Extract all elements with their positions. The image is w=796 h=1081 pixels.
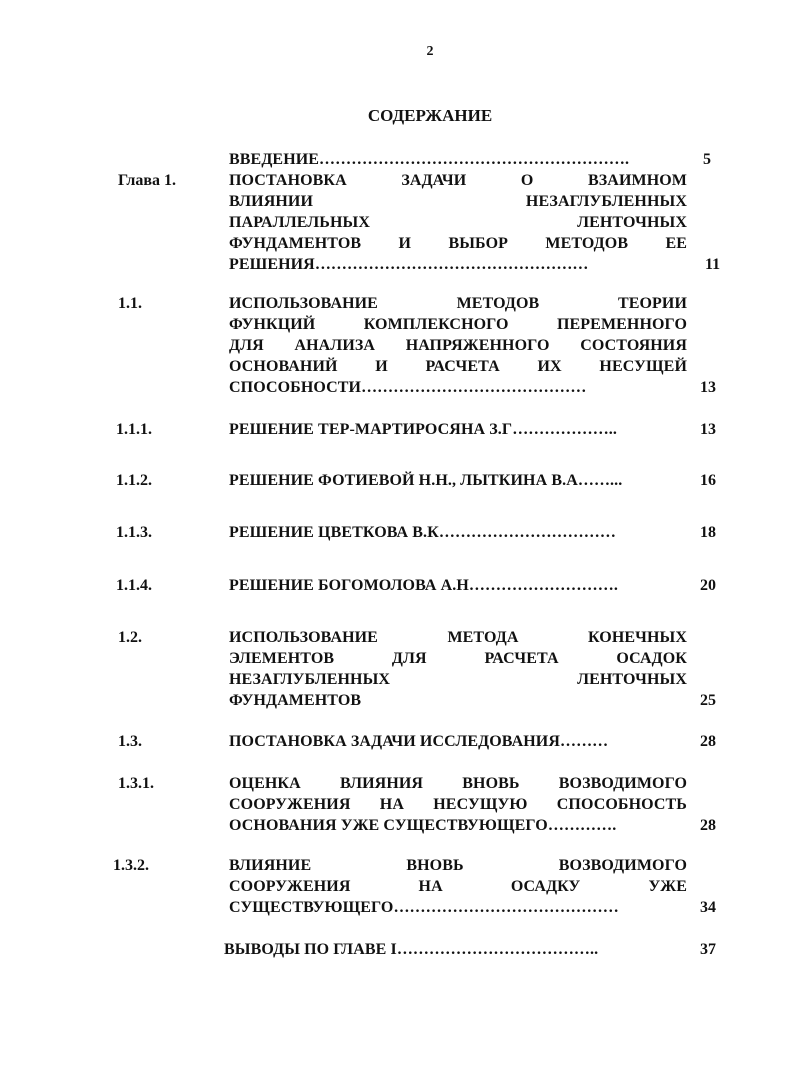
toc-entry-page-number: 13 bbox=[700, 421, 716, 438]
toc-entry-page-number: 34 bbox=[700, 899, 716, 916]
toc-entry-title bbox=[224, 939, 682, 960]
toc-entry-title-line: ПОСТАНОВКА ЗАДАЧИ ИССЛЕДОВАНИЯ……… bbox=[229, 733, 609, 750]
toc-entry-number: 1.1.3. bbox=[116, 524, 152, 541]
toc-entry-number: 1.1.2. bbox=[116, 472, 152, 489]
toc-entry-title-line: ВЫВОДЫ ПО ГЛАВЕ I……………………………….. bbox=[224, 941, 599, 958]
toc-entry-title-line: СПОСОБНОСТИ…………………………………… bbox=[229, 379, 587, 396]
page-number: 2 bbox=[426, 44, 434, 59]
toc-entry-number: 1.3. bbox=[118, 733, 142, 750]
toc-entry-title bbox=[229, 470, 687, 491]
toc-entry-title bbox=[229, 731, 687, 752]
toc-entry-number: 1.1. bbox=[118, 295, 142, 312]
toc-entry-title bbox=[229, 419, 687, 440]
toc-entry-title-line: ФУНКЦИЙ КОМПЛЕКСНОГО ПЕРЕМЕННОГО bbox=[229, 316, 687, 333]
toc-entry-title bbox=[229, 522, 687, 543]
toc-entry-title-line: РЕШЕНИЕ БОГОМОЛОВА А.Н………………………. bbox=[229, 577, 618, 594]
toc-entry-page-number: 37 bbox=[700, 941, 716, 958]
toc-entry-number: 1.3.1. bbox=[118, 775, 154, 792]
toc-entry-title-line: ОСНОВАНИЯ УЖЕ СУЩЕСТВУЮЩЕГО…………. bbox=[229, 817, 617, 834]
toc-entry-number: 1.3.2. bbox=[113, 857, 149, 874]
toc-entry-number: Глава 1. bbox=[118, 172, 176, 189]
toc-entry-title bbox=[229, 773, 687, 836]
toc-entry-title-line: СООРУЖЕНИЯ НА ОСАДКУ УЖЕ bbox=[229, 878, 687, 895]
toc-entry-title-line: ПОСТАНОВКА ЗАДАЧИ О ВЗАИМНОМ bbox=[229, 172, 687, 189]
toc-entry-page-number: 28 bbox=[700, 817, 716, 834]
toc-entry-title-line: СУЩЕСТВУЮЩЕГО…………………………………… bbox=[229, 899, 619, 916]
toc-entry-page-number: 25 bbox=[700, 692, 716, 709]
toc-entry-title-line: РЕШЕНИЯ…………………………………………… bbox=[229, 256, 589, 273]
toc-entry-title-line: ВЛИЯНИЕ ВНОВЬ ВОЗВОДИМОГО bbox=[229, 857, 687, 874]
toc-entry-title bbox=[229, 149, 687, 170]
toc-entry-title-line: ФУНДАМЕНТОВ И ВЫБОР МЕТОДОВ ЕЕ bbox=[229, 235, 687, 252]
toc-entry-title bbox=[229, 855, 687, 918]
page-title: СОДЕРЖАНИЕ bbox=[367, 106, 493, 125]
toc-entry-page-number: 13 bbox=[700, 379, 716, 396]
toc-entry-page-number: 16 bbox=[700, 472, 716, 489]
toc-entry-title-line: ВЛИЯНИИ НЕЗАГЛУБЛЕННЫХ bbox=[229, 193, 687, 210]
toc-entry-page-number: 11 bbox=[705, 256, 721, 273]
toc-entry-page-number: 28 bbox=[700, 733, 716, 750]
toc-entry-title-line: ВВЕДЕНИЕ…………………………………………………. bbox=[229, 151, 630, 168]
toc-entry-number: 1.2. bbox=[118, 629, 142, 646]
toc-entry-title-line: СООРУЖЕНИЯ НА НЕСУЩУЮ СПОСОБНОСТЬ bbox=[229, 796, 687, 813]
toc-entry-title-line: ДЛЯ АНАЛИЗА НАПРЯЖЕННОГО СОСТОЯНИЯ bbox=[229, 337, 687, 354]
toc-entry-number: 1.1.1. bbox=[116, 421, 152, 438]
toc-entry-title bbox=[229, 170, 687, 275]
toc-entry-title-line: НЕЗАГЛУБЛЕННЫХ ЛЕНТОЧНЫХ bbox=[229, 671, 687, 688]
toc-entry-title bbox=[229, 627, 687, 711]
toc-entry-page-number: 18 bbox=[700, 524, 716, 541]
toc-entry-title-line: ИСПОЛЬЗОВАНИЕ МЕТОДОВ ТЕОРИИ bbox=[229, 295, 687, 312]
toc-entry-title-line: РЕШЕНИЕ ТЕР-МАРТИРОСЯНА З.Г……………….. bbox=[229, 421, 617, 438]
toc-entry-title-line: РЕШЕНИЕ ФОТИЕВОЙ Н.Н., ЛЫТКИНА В.А……... bbox=[229, 472, 623, 489]
toc-entry-title bbox=[229, 293, 687, 398]
toc-entry-number: 1.1.4. bbox=[116, 577, 152, 594]
toc-entry-title-line: ЭЛЕМЕНТОВ ДЛЯ РАСЧЕТА ОСАДОК bbox=[229, 650, 687, 667]
toc-entry-page-number: 5 bbox=[703, 151, 711, 168]
toc-entry-title-line: РЕШЕНИЕ ЦВЕТКОВА В.К…………………………… bbox=[229, 524, 616, 541]
toc-entry-title-line: ИСПОЛЬЗОВАНИЕ МЕТОДА КОНЕЧНЫХ bbox=[229, 629, 687, 646]
toc-entry-title-line: ПАРАЛЛЕЛЬНЫХ ЛЕНТОЧНЫХ bbox=[229, 214, 687, 231]
toc-entry-title-line: ОСНОВАНИЙ И РАСЧЕТА ИХ НЕСУЩЕЙ bbox=[229, 358, 687, 375]
toc-entry-title-line: ФУНДАМЕНТОВ bbox=[229, 692, 362, 709]
toc-entry-page-number: 20 bbox=[700, 577, 716, 594]
toc-entry-title-line: ОЦЕНКА ВЛИЯНИЯ ВНОВЬ ВОЗВОДИМОГО bbox=[229, 775, 687, 792]
toc-entry-title bbox=[229, 575, 687, 596]
